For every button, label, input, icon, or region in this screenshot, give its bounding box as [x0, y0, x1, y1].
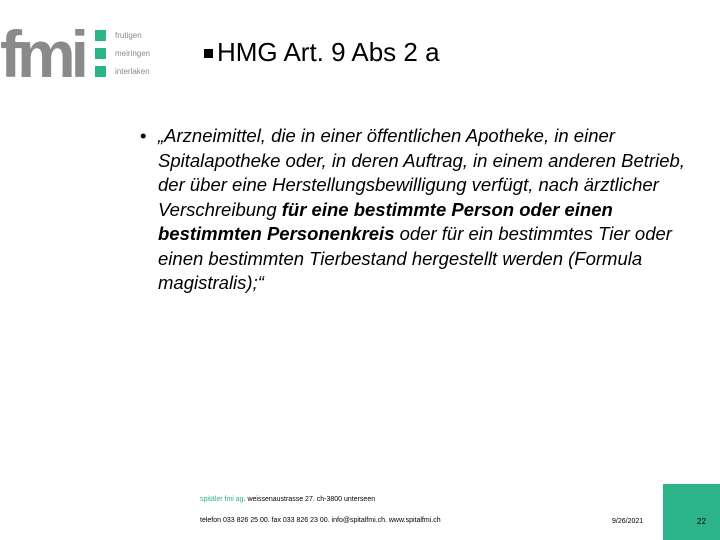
body-text-part2: oder für ein bestimmtes Tier oder einen bestimmten Tierbestand hergestellt werden (Formula magistralis);“ — [158, 223, 672, 293]
logo-square-2 — [95, 48, 106, 59]
footer-date: 9/26/2021 — [612, 518, 644, 525]
page-number: 22 — [697, 517, 706, 526]
body-text — [158, 124, 700, 296]
logo-word: fmi — [0, 17, 84, 91]
slide-body — [140, 124, 700, 296]
body-text-bold: für eine bestimmte Person oder einen bestimmten Personenkreis — [158, 198, 613, 244]
logo-location-frutigen: frutigen — [115, 31, 142, 40]
fmi-logo — [0, 17, 170, 91]
logo-square-3 — [95, 66, 106, 77]
logo-location-meiringen: meiringen — [115, 49, 151, 58]
footer-contact: telefon 033 826 25 00. fax 033 826 23 00. info@spitalfmi.ch. www.spitalfmi.ch — [200, 517, 441, 524]
title-bullet-square — [204, 49, 213, 58]
footer-address: . weissenaustrasse 27. ch-3800 unterseen — [243, 496, 376, 503]
footer-org-name: spitäler fmi ag — [200, 496, 244, 503]
slide-title-text: HMG Art. 9 Abs 2 a — [217, 37, 440, 67]
body-text-part1: „Arzneimittel, die in einer öffentlichen Apotheke, in einer Spitalapotheke oder, in deren Auftrag, in einem anderen Betrieb, der über eine Herstellungsbewilligung verfügt, nach ärztlicher Verschreibung — [158, 125, 685, 220]
slide-title — [204, 34, 440, 70]
footer-address-line — [200, 496, 375, 503]
logo-square-1 — [95, 30, 106, 41]
logo-location-interlaken: interlaken — [115, 67, 150, 76]
footer-green-box — [663, 484, 720, 540]
body-bullet: • — [140, 125, 147, 146]
